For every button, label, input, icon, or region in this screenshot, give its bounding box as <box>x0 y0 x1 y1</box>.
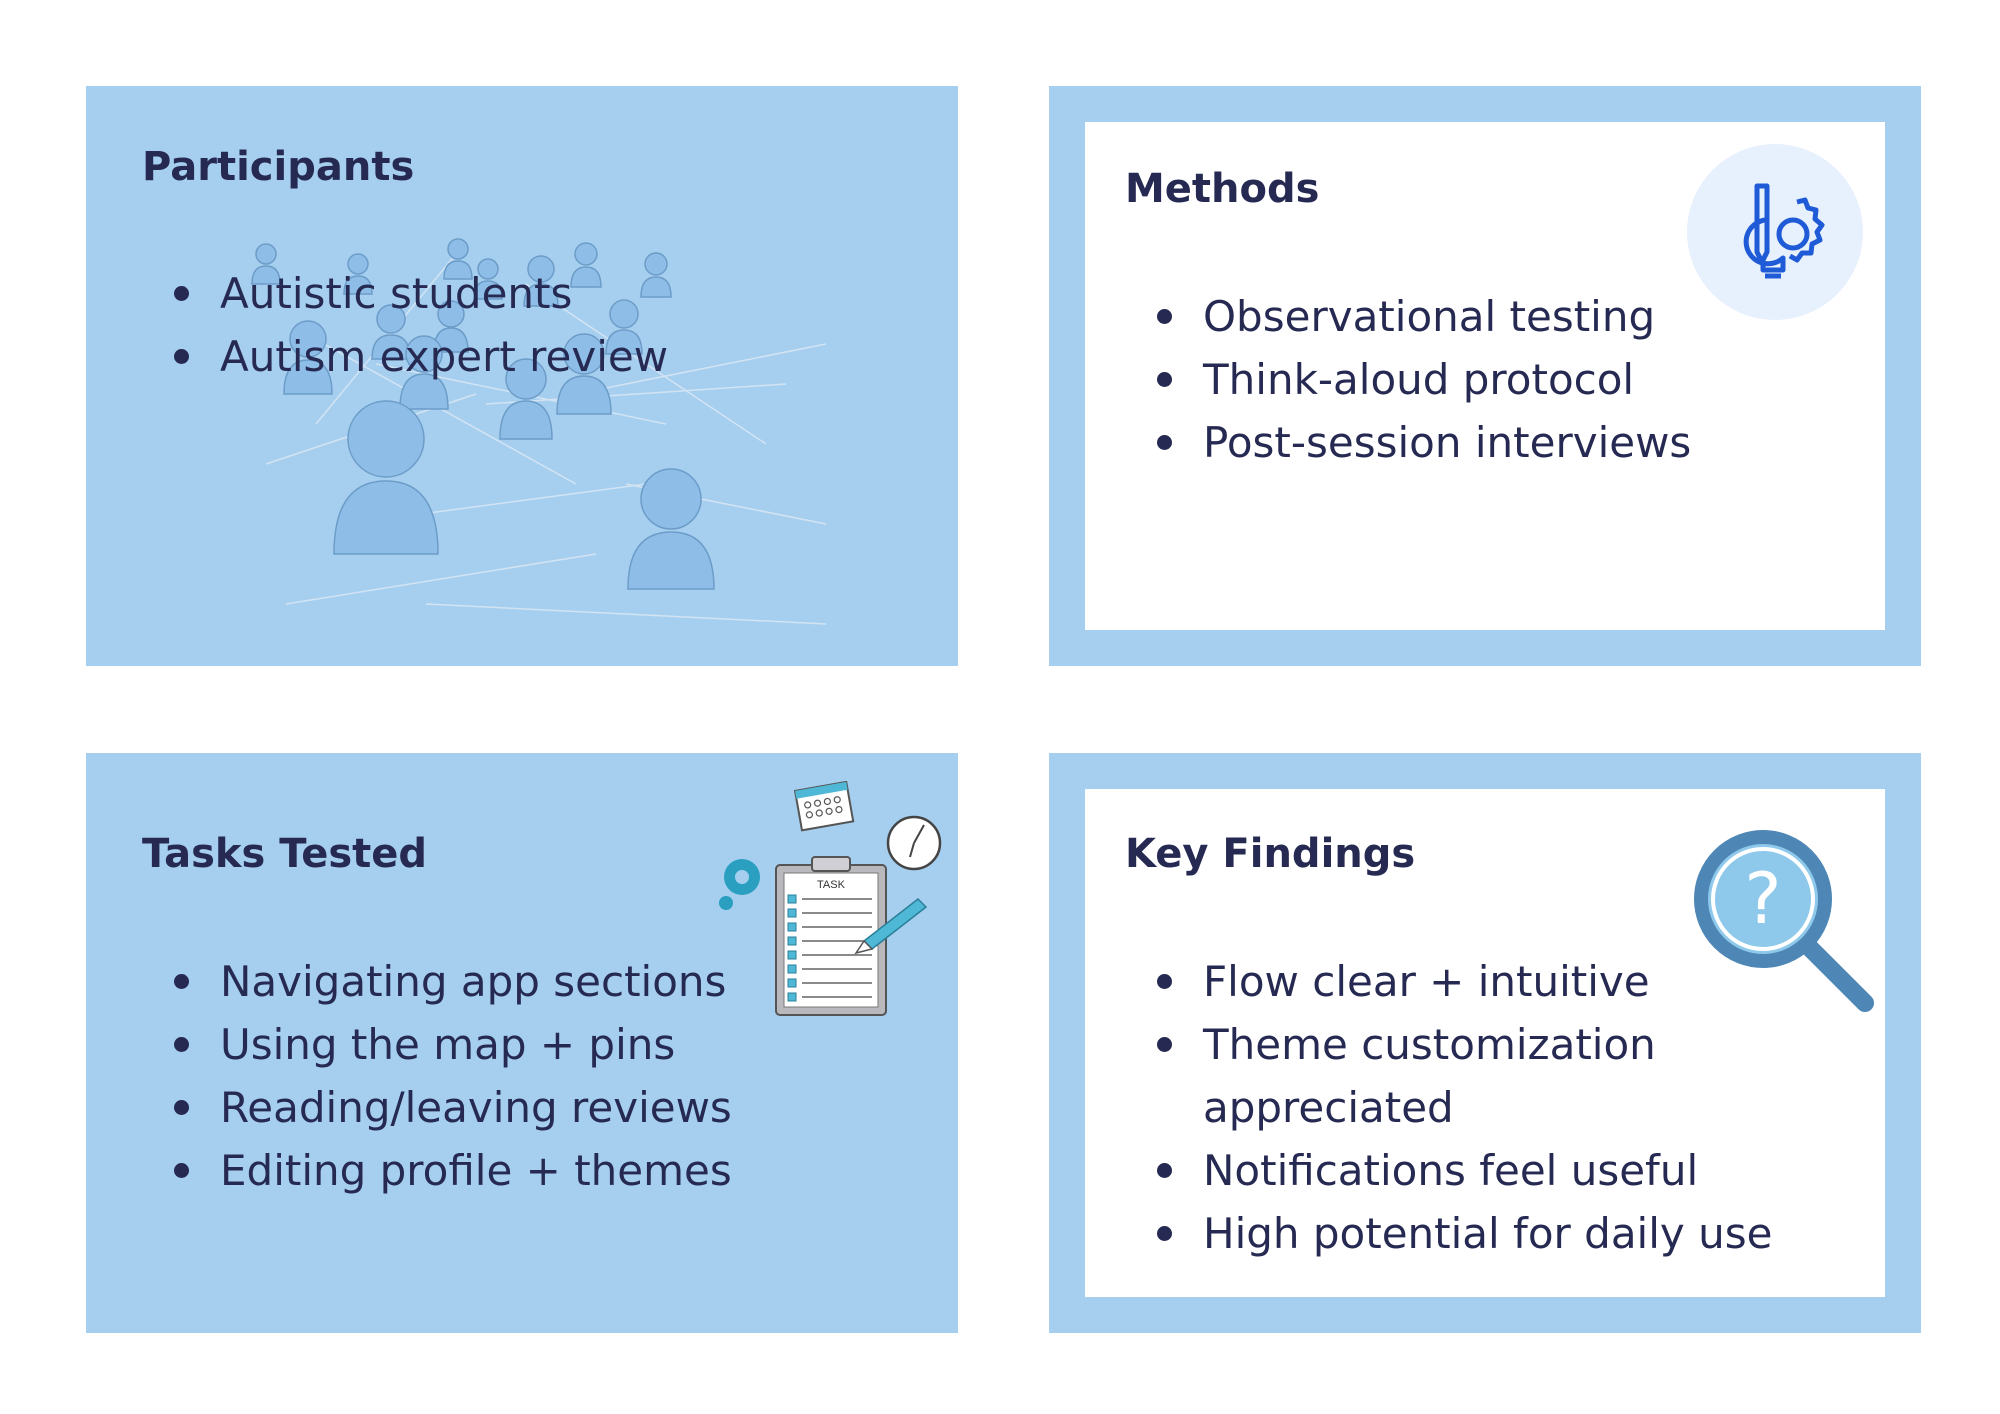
list-item <box>220 1139 732 1202</box>
bullet-dot <box>1157 1163 1172 1178</box>
bullet-dot <box>174 1037 189 1052</box>
methods-panel <box>1085 122 1885 630</box>
list-item <box>1203 1202 1772 1265</box>
bullet-dot <box>1157 372 1172 387</box>
list-item-text: Theme customization appreciated <box>1203 1020 1656 1132</box>
question-mark-glyph: ? <box>1744 858 1782 940</box>
bullet-dot <box>174 1100 189 1115</box>
list-item-text: Editing profile + themes <box>220 1146 732 1195</box>
bullet-dot <box>1157 309 1172 324</box>
list-item <box>220 262 668 325</box>
list-item-text: Flow clear + intuitive <box>1203 957 1650 1006</box>
list-item-text: Notifications feel useful <box>1203 1146 1699 1195</box>
list-item-text: Think-aloud protocol <box>1203 355 1635 404</box>
tasks-card <box>86 753 958 1333</box>
bullet-dot <box>174 1163 189 1178</box>
list-item <box>220 1076 732 1139</box>
findings-title: Key Findings <box>1125 831 1416 877</box>
participants-title: Participants <box>142 144 415 190</box>
list-item-text: Autistic students <box>220 269 573 318</box>
task-clipboard-illustration <box>714 781 954 1021</box>
clock-icon <box>888 817 940 869</box>
bullet-dot <box>174 974 189 989</box>
list-item-text: High potential for daily use <box>1203 1209 1773 1258</box>
findings-panel <box>1085 789 1885 1297</box>
list-item <box>1203 1013 1723 1139</box>
participants-list <box>220 262 668 388</box>
list-item <box>1203 348 1691 411</box>
list-item <box>220 325 668 388</box>
tasks-title: Tasks Tested <box>142 831 428 877</box>
person-figure <box>334 401 438 554</box>
bullet-dot <box>1157 435 1172 450</box>
list-item-text: Observational testing <box>1203 292 1656 341</box>
list-item <box>1203 285 1691 348</box>
lightbulb-pencil-gear-icon <box>1685 142 1865 322</box>
list-item-text: Post-session interviews <box>1203 418 1692 467</box>
findings-list <box>1203 950 1772 1265</box>
list-item-text: Reading/leaving reviews <box>220 1083 732 1132</box>
methods-title: Methods <box>1125 166 1320 212</box>
list-item-text: Autism expert review <box>220 332 669 381</box>
list-item <box>1203 1139 1772 1202</box>
bullet-dot <box>174 286 189 301</box>
calendar-icon <box>795 782 853 830</box>
bullet-dot <box>1157 974 1172 989</box>
list-item <box>1203 411 1691 474</box>
list-item <box>220 950 732 1013</box>
clipboard-label: TASK <box>817 879 845 891</box>
gear-icon <box>719 859 760 910</box>
list-item-text: Navigating app sections <box>220 957 727 1006</box>
list-item <box>220 1013 732 1076</box>
bullet-dot <box>1157 1226 1172 1241</box>
list-item-text: Using the map + pins <box>220 1020 676 1069</box>
bullet-dot <box>1157 1037 1172 1052</box>
bullet-dot <box>174 349 189 364</box>
findings-card <box>1049 753 1921 1333</box>
tasks-list <box>220 950 732 1202</box>
methods-list <box>1203 285 1691 474</box>
list-item <box>1203 950 1772 1013</box>
participants-card <box>86 86 958 666</box>
methods-card <box>1049 86 1921 666</box>
